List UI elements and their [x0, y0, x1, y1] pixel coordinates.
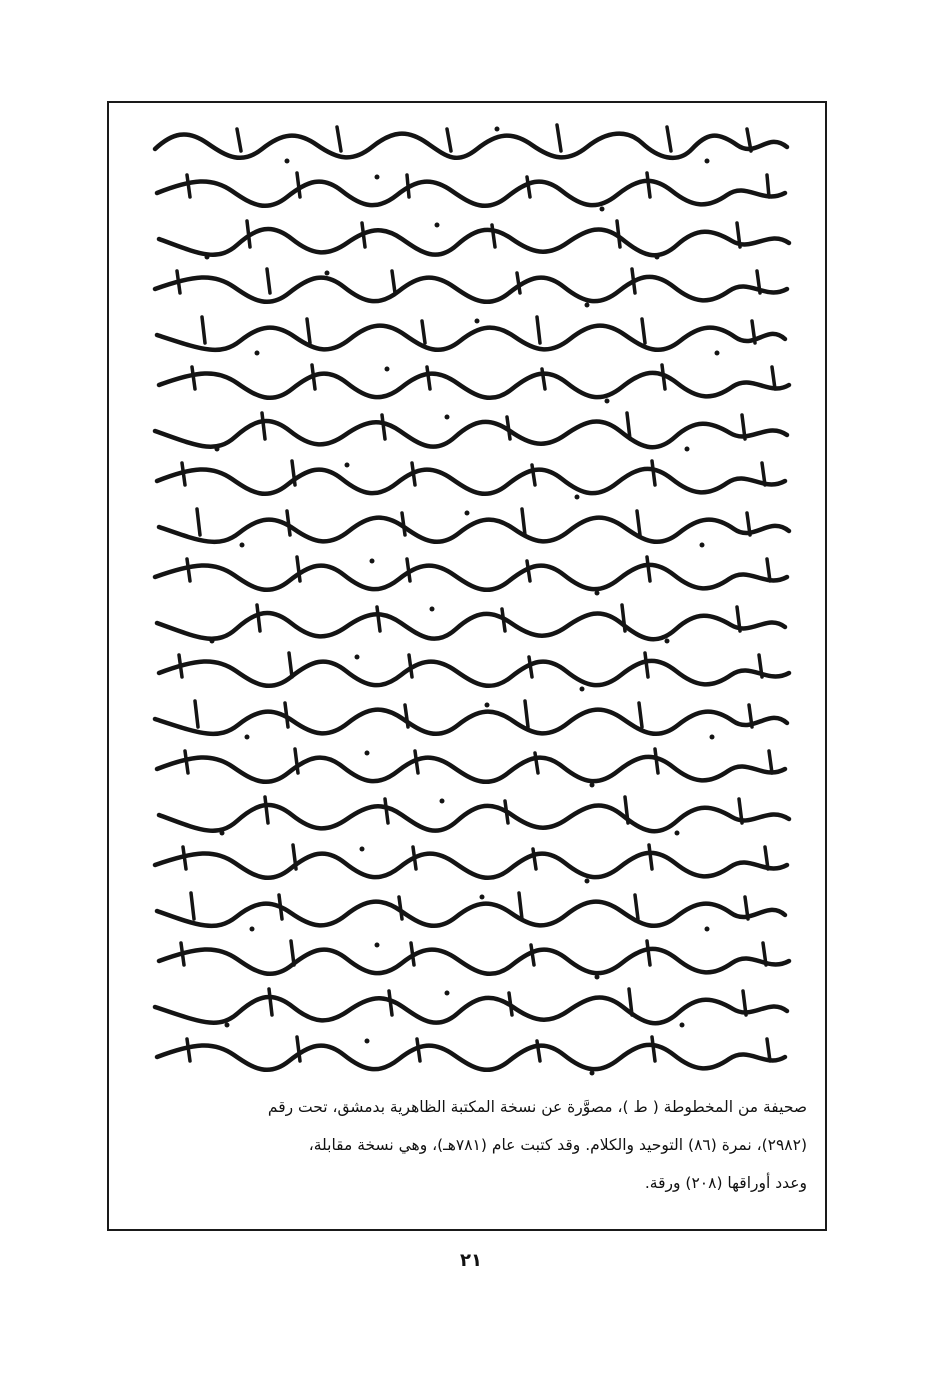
- page-number: ٢١: [460, 1250, 482, 1271]
- manuscript-line: [147, 841, 793, 887]
- manuscript-line: [147, 937, 793, 983]
- manuscript-line: [147, 985, 793, 1031]
- caption-line: وعدد أوراقها (٢٠٨) ورقة.: [644, 1174, 807, 1192]
- manuscript-line: [147, 361, 793, 407]
- manuscript-line: [147, 745, 793, 791]
- manuscript-line: [147, 169, 793, 215]
- manuscript-line: [147, 121, 793, 167]
- manuscript-line: [147, 457, 793, 503]
- manuscript-line: [147, 889, 793, 935]
- manuscript-line: [147, 553, 793, 599]
- caption-line: (٢٩٨٢)، نمرة (٨٦) التوحيد والكلام. وقد كتبت عام (٧٨١هـ)، وهي نسخة مقابلة،: [308, 1136, 807, 1154]
- manuscript-line: [147, 313, 793, 359]
- manuscript-line: [147, 505, 793, 551]
- manuscript-line: [147, 265, 793, 311]
- manuscript-image: [147, 121, 793, 1081]
- manuscript-caption: [131, 1088, 807, 1202]
- manuscript-line: [147, 697, 793, 743]
- manuscript-line: [147, 1033, 793, 1079]
- manuscript-line: [147, 649, 793, 695]
- manuscript-line: [147, 601, 793, 647]
- caption-line: صحيفة من المخطوطة ( ط )، مصوَّرة عن نسخة المكتبة الظاهرية بدمشق، تحت رقم: [267, 1098, 807, 1116]
- manuscript-frame: [107, 101, 827, 1231]
- manuscript-line: [147, 793, 793, 839]
- manuscript-line: [147, 409, 793, 455]
- manuscript-line: [147, 217, 793, 263]
